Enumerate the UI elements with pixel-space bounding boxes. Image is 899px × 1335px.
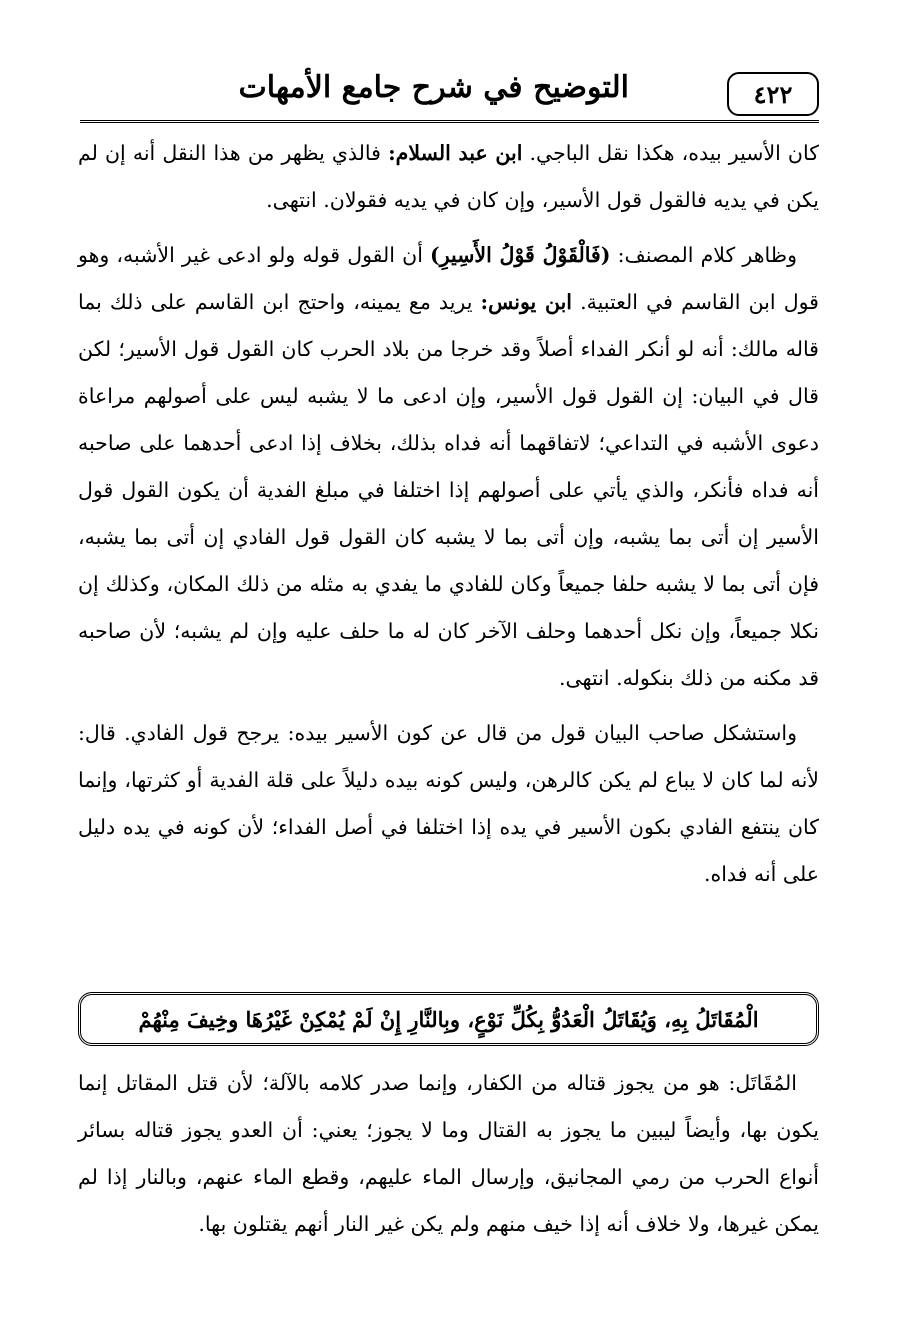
cited-author-ibn-abd-al-salam: ابن عبد السلام: (388, 141, 523, 165)
quoted-matn: (فَالْقَوْلُ قَوْلُ الأَسِيرِ) (430, 243, 611, 267)
matn-box (78, 992, 819, 1046)
header-rule (80, 120, 819, 123)
paragraph-1-text-a: كان الأسير بيده، هكذا نقل الباجي. (522, 141, 819, 165)
paragraph-3-text: واستشكل صاحب البيان قول من قال عن كون الأسير بيده: يرجح قول الفادي. قال: لأنه لما كان لا يباع لم يكن كالرهن، وليس كونه بيده دليلاً على قلة الفدية أو كثرتها، وإنما كان ينتفع الفادي بكون الأسير في يده إذا اختلفا في أصل الفداء؛ لأن كونه في يده دليل على أنه فداه. (78, 721, 819, 886)
running-title: التوضيح في شرح جامع الأمهات (238, 70, 629, 105)
main-text (78, 130, 819, 898)
matn-text: الْمُقَاتَلُ بِهِ، وَيُقَاتَلُ الْعَدُوُّ بِكُلِّ نَوْعٍ، وبِالنَّارِ إِنْ لَمْ يُمْكِنْ غَيْرُهَا وخِيفَ مِنْهُمْ (138, 1006, 759, 1032)
commentary-paragraph (78, 1060, 819, 1248)
paragraph-2-text-b: أن القول قوله ولو ادعى غير الأشبه، وهو قول ابن القاسم في العتبية. (78, 243, 819, 314)
paragraph-2-text-a: وظاهر كلام المصنف: (610, 243, 797, 267)
paragraph-2 (78, 232, 819, 702)
page-header (80, 62, 819, 122)
paragraph-2-text-c: يريد مع يمينه، واحتج ابن القاسم على ذلك بما قاله مالك: أنه لو أنكر الفداء أصلاً وقد خرجا من بلاد الحرب كان القول قول الأسير؛ لكن قال في البيان: إن القول قول الأسير، وإن ادعى ما لا يشبه ليس على أصولهم مراعاة دعوى الأشبه في التداعي؛ لاتفاقهما أنه فداه بذلك، بخلاف إذا ادعى أحدهما على صاحبه أنه فداه فأنكر، والذي يأتي على أصولهم إذا اختلفا في مبلغ الفدية أن يكون القول قول الأسير إن أتى بما يشبه، وإن أتى بما لا يشبه كان القول قول الفادي إن أتى بما يشبه، فإن أتى بما لا يشبه حلفا جميعاً وكان للفادي ما يفدي به مثله من ذلك المكان، وكذلك إن نكلا جميعاً، وإن نكل أحدهما وحلف الآخر كان له ما حلف عليه وإن لم يشبه؛ لأن صاحبه قد مكنه من ذلك بنكوله. انتهى. (78, 290, 819, 690)
commentary-text (78, 1060, 819, 1248)
commentary-term: المُقَاتَل: (728, 1071, 797, 1095)
commentary-body: هو من يجوز قتاله من الكفار، وإنما صدر كلامه بالآلة؛ لأن قتل المقاتل إنما يكون بها، وأيضاً ليبين ما يجوز به القتال وما لا يجوز؛ يعني: أن العدو يجوز قتاله بسائر أنواع الحرب من رمي المجانيق، وإرسال الماء عليهم، وقطع الماء عنهم، وبالنار إذا لم يمكن غيرها، ولا خلاف أنه إذا خيف منهم ولم يكن غير النار أنهم يقتلون بها. (78, 1071, 819, 1236)
page-number: ٤٢٢ (727, 72, 819, 116)
paragraph-1-text-b: فالذي يظهر من هذا النقل أنه إن لم يكن في يديه فالقول قول الأسير، وإن كان في يديه فقولان. انتهى. (78, 141, 819, 212)
paragraph-1 (78, 130, 819, 224)
cited-author-ibn-yunus: ابن يونس: (480, 290, 572, 314)
paragraph-3 (78, 710, 819, 898)
